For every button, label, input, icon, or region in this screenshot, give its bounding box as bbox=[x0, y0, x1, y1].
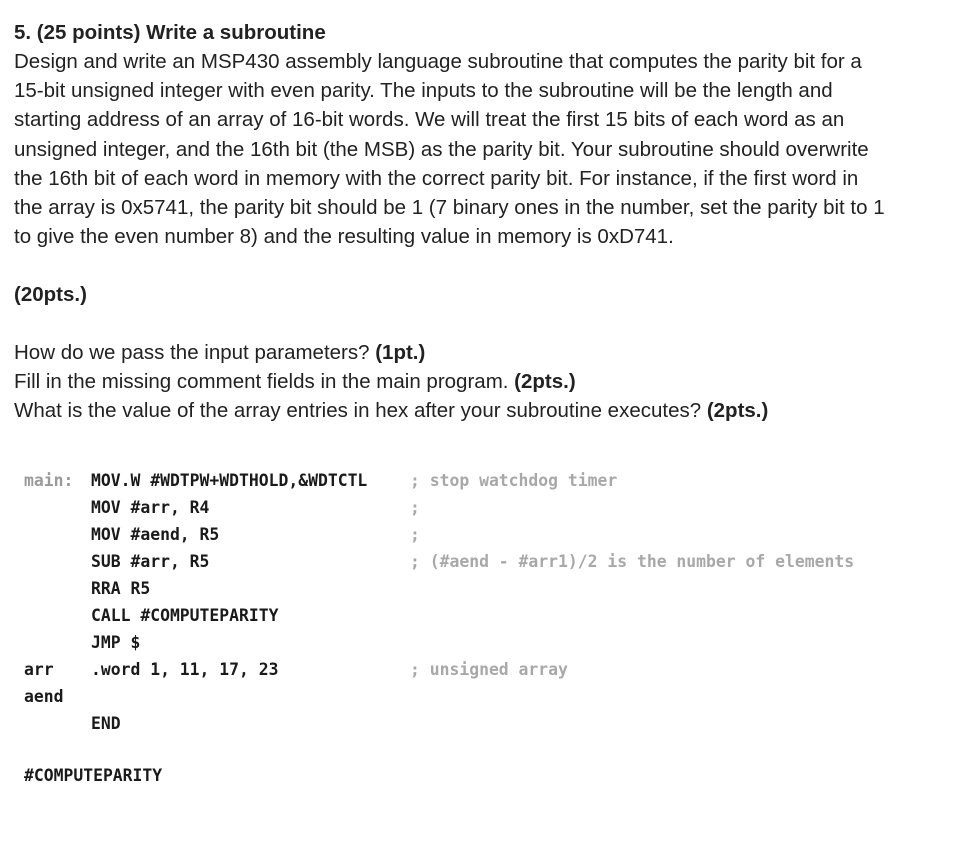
subquestion-text: How do we pass the input parameters? bbox=[14, 341, 376, 365]
code-comment: ; (#aend - #arr1)/2 is the number of elements bbox=[410, 552, 855, 571]
code-line bbox=[24, 467, 618, 494]
code-line bbox=[24, 494, 420, 521]
subroutine-label: #COMPUTEPARITY bbox=[24, 766, 163, 785]
code-line bbox=[24, 575, 151, 602]
spacer bbox=[14, 251, 959, 280]
code-instruction: END bbox=[91, 714, 121, 733]
subquestion-comments bbox=[14, 367, 959, 396]
subquestion-parameters bbox=[14, 338, 959, 367]
code-instruction: JMP $ bbox=[91, 633, 141, 652]
body-line: the array is 0x5741, the parity bit should be 1 (7 binary ones in the number, set the parity bit to 1 bbox=[14, 196, 885, 220]
code-comment: ; stop watchdog timer bbox=[410, 471, 618, 490]
subquestion-points: (2pts.) bbox=[706, 399, 769, 423]
question-title: 5. (25 points) Write a subroutine bbox=[14, 21, 326, 44]
subquestion-points: (1pt.) bbox=[375, 341, 426, 365]
code-line bbox=[24, 656, 568, 683]
body-line: starting address of an array of 16-bit words. We will treat the first 15 bits of each word as an bbox=[14, 108, 845, 132]
code-line bbox=[24, 548, 855, 575]
question-block bbox=[14, 18, 959, 425]
body-line: 15-bit unsigned integer with even parity. The inputs to the subroutine will be the length and bbox=[14, 79, 833, 103]
spacer bbox=[14, 309, 959, 338]
code-comment: ; bbox=[410, 498, 420, 517]
subquestion-array-values bbox=[14, 396, 959, 425]
points-note: (20pts.) bbox=[14, 283, 87, 307]
code-instruction: MOV.W #WDTPW+WDTHOLD,&WDTCTL bbox=[91, 471, 368, 490]
code-label: main: bbox=[24, 471, 74, 490]
code-line bbox=[24, 710, 121, 737]
code-label: aend bbox=[24, 687, 64, 706]
code-line bbox=[24, 629, 141, 656]
code-instruction: SUB #arr, R5 bbox=[91, 552, 210, 571]
code-line bbox=[24, 602, 279, 629]
code-instruction: MOV #aend, R5 bbox=[91, 525, 220, 544]
code-comment: ; unsigned array bbox=[410, 660, 568, 679]
body-line: to give the even number 8) and the resulting value in memory is 0xD741. bbox=[14, 225, 674, 249]
code-label: arr bbox=[24, 660, 54, 679]
body-line: the 16th bit of each word in memory with the correct parity bit. For instance, if the first word in bbox=[14, 166, 859, 190]
question-body bbox=[14, 47, 959, 251]
code-instruction: CALL #COMPUTEPARITY bbox=[91, 606, 279, 625]
subquestion-list bbox=[14, 338, 959, 425]
code-instruction: .word 1, 11, 17, 23 bbox=[91, 660, 279, 679]
body-line: Design and write an MSP430 assembly language subroutine that computes the parity bit for a bbox=[14, 50, 862, 73]
subquestion-points: (2pts.) bbox=[514, 370, 576, 394]
subquestion-text: What is the value of the array entries in hex after your subroutine executes? bbox=[14, 399, 707, 423]
subquestion-text: Fill in the missing comment fields in the main program. bbox=[14, 370, 515, 394]
code-line bbox=[24, 521, 420, 548]
code-instruction: RRA R5 bbox=[91, 579, 151, 598]
body-line: unsigned integer, and the 16th bit (the MSB) as the parity bit. Your subroutine should overwrite bbox=[14, 137, 869, 161]
code-listing bbox=[24, 467, 855, 737]
code-line bbox=[24, 683, 63, 710]
code-instruction: MOV #arr, R4 bbox=[91, 498, 210, 517]
code-comment: ; bbox=[410, 525, 420, 544]
